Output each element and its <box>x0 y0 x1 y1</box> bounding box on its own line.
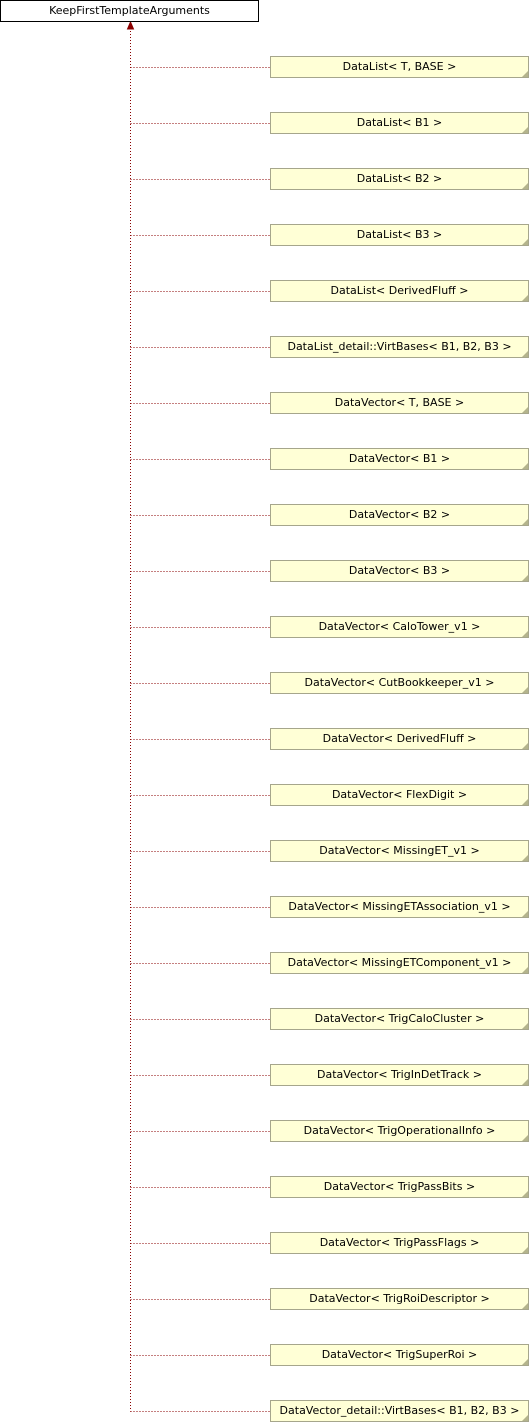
derived-class-label: DataVector< MissingETComponent_v1 > <box>287 956 512 969</box>
derived-class-label: DataVector< TrigPassBits > <box>323 1180 476 1193</box>
derived-class-node[interactable] <box>270 560 529 582</box>
derived-class-node[interactable] <box>270 1232 529 1254</box>
derived-class-label: DataVector< CaloTower_v1 > <box>318 620 481 633</box>
derived-class-node[interactable] <box>270 672 529 694</box>
derived-class-node[interactable] <box>270 840 529 862</box>
derived-class-node[interactable] <box>270 1008 529 1030</box>
base-class-node[interactable]: KeepFirstTemplateArguments <box>0 0 259 22</box>
derived-class-node[interactable] <box>270 1064 529 1086</box>
node-fold-decoration <box>522 1415 528 1421</box>
derived-class-label: DataList< DerivedFluff > <box>330 284 469 297</box>
node-fold-decoration <box>522 575 528 581</box>
derived-class-node[interactable] <box>270 784 529 806</box>
derived-class-node[interactable] <box>270 224 529 246</box>
derived-class-node[interactable] <box>270 728 529 750</box>
node-fold-decoration <box>522 71 528 77</box>
derived-class-label: DataVector< MissingET_v1 > <box>319 844 480 857</box>
node-fold-decoration <box>522 519 528 525</box>
inheritance-arrowhead <box>128 22 134 29</box>
node-fold-decoration <box>522 1191 528 1197</box>
derived-class-label: DataList_detail::VirtBases< B1, B2, B3 > <box>287 340 512 353</box>
derived-class-label: DataList< T, BASE > <box>342 60 457 73</box>
node-fold-decoration <box>522 743 528 749</box>
node-fold-decoration <box>522 351 528 357</box>
derived-class-node[interactable] <box>270 56 529 78</box>
derived-class-node[interactable] <box>270 1400 529 1422</box>
derived-class-node[interactable] <box>270 1120 529 1142</box>
node-fold-decoration <box>522 239 528 245</box>
node-fold-decoration <box>522 127 528 133</box>
node-fold-decoration <box>522 855 528 861</box>
derived-class-node[interactable] <box>270 448 529 470</box>
derived-class-label: DataVector< TrigCaloCluster > <box>314 1012 485 1025</box>
node-fold-decoration <box>522 1023 528 1029</box>
derived-class-label: DataVector< MissingETAssociation_v1 > <box>288 900 511 913</box>
derived-class-label: DataVector_detail::VirtBases< B1, B2, B3 > <box>279 1404 520 1417</box>
derived-class-label: DataVector< DerivedFluff > <box>322 732 477 745</box>
node-fold-decoration <box>522 1303 528 1309</box>
derived-class-node[interactable] <box>270 1176 529 1198</box>
derived-class-label: DataVector< B2 > <box>348 508 451 521</box>
derived-class-node[interactable] <box>270 1344 529 1366</box>
derived-class-label: DataVector< TrigSuperRoi > <box>321 1348 478 1361</box>
node-fold-decoration <box>522 1079 528 1085</box>
derived-class-label: DataList< B2 > <box>356 172 443 185</box>
derived-class-label: DataVector< CutBookkeeper_v1 > <box>304 676 495 689</box>
derived-class-label: DataVector< TrigInDetTrack > <box>317 1068 482 1081</box>
derived-class-node[interactable] <box>270 336 529 358</box>
node-fold-decoration <box>522 1359 528 1365</box>
derived-class-label: DataVector< TrigRoiDescriptor > <box>309 1292 490 1305</box>
node-fold-decoration <box>522 687 528 693</box>
derived-class-node[interactable] <box>270 168 529 190</box>
node-fold-decoration <box>522 631 528 637</box>
derived-class-label: DataVector< TrigOperationalInfo > <box>303 1124 496 1137</box>
node-fold-decoration <box>522 1135 528 1141</box>
node-fold-decoration <box>522 463 528 469</box>
derived-class-node[interactable] <box>270 392 529 414</box>
derived-class-label: DataVector< T, BASE > <box>334 396 465 409</box>
derived-class-node[interactable] <box>270 616 529 638</box>
derived-class-node[interactable] <box>270 280 529 302</box>
derived-class-label: DataVector< FlexDigit > <box>331 788 468 801</box>
derived-class-node[interactable] <box>270 896 529 918</box>
derived-class-node[interactable] <box>270 504 529 526</box>
node-fold-decoration <box>522 799 528 805</box>
derived-class-label: DataVector< B1 > <box>348 452 451 465</box>
node-fold-decoration <box>522 407 528 413</box>
node-fold-decoration <box>522 295 528 301</box>
node-fold-decoration <box>522 967 528 973</box>
derived-class-label: DataVector< B3 > <box>348 564 451 577</box>
node-fold-decoration <box>522 183 528 189</box>
derived-class-node[interactable] <box>270 1288 529 1310</box>
node-fold-decoration <box>522 1247 528 1253</box>
derived-class-label: DataVector< TrigPassFlags > <box>319 1236 480 1249</box>
derived-class-node[interactable] <box>270 952 529 974</box>
derived-class-node[interactable] <box>270 112 529 134</box>
derived-class-label: DataList< B3 > <box>356 228 443 241</box>
derived-class-label: DataList< B1 > <box>356 116 443 129</box>
node-fold-decoration <box>522 911 528 917</box>
